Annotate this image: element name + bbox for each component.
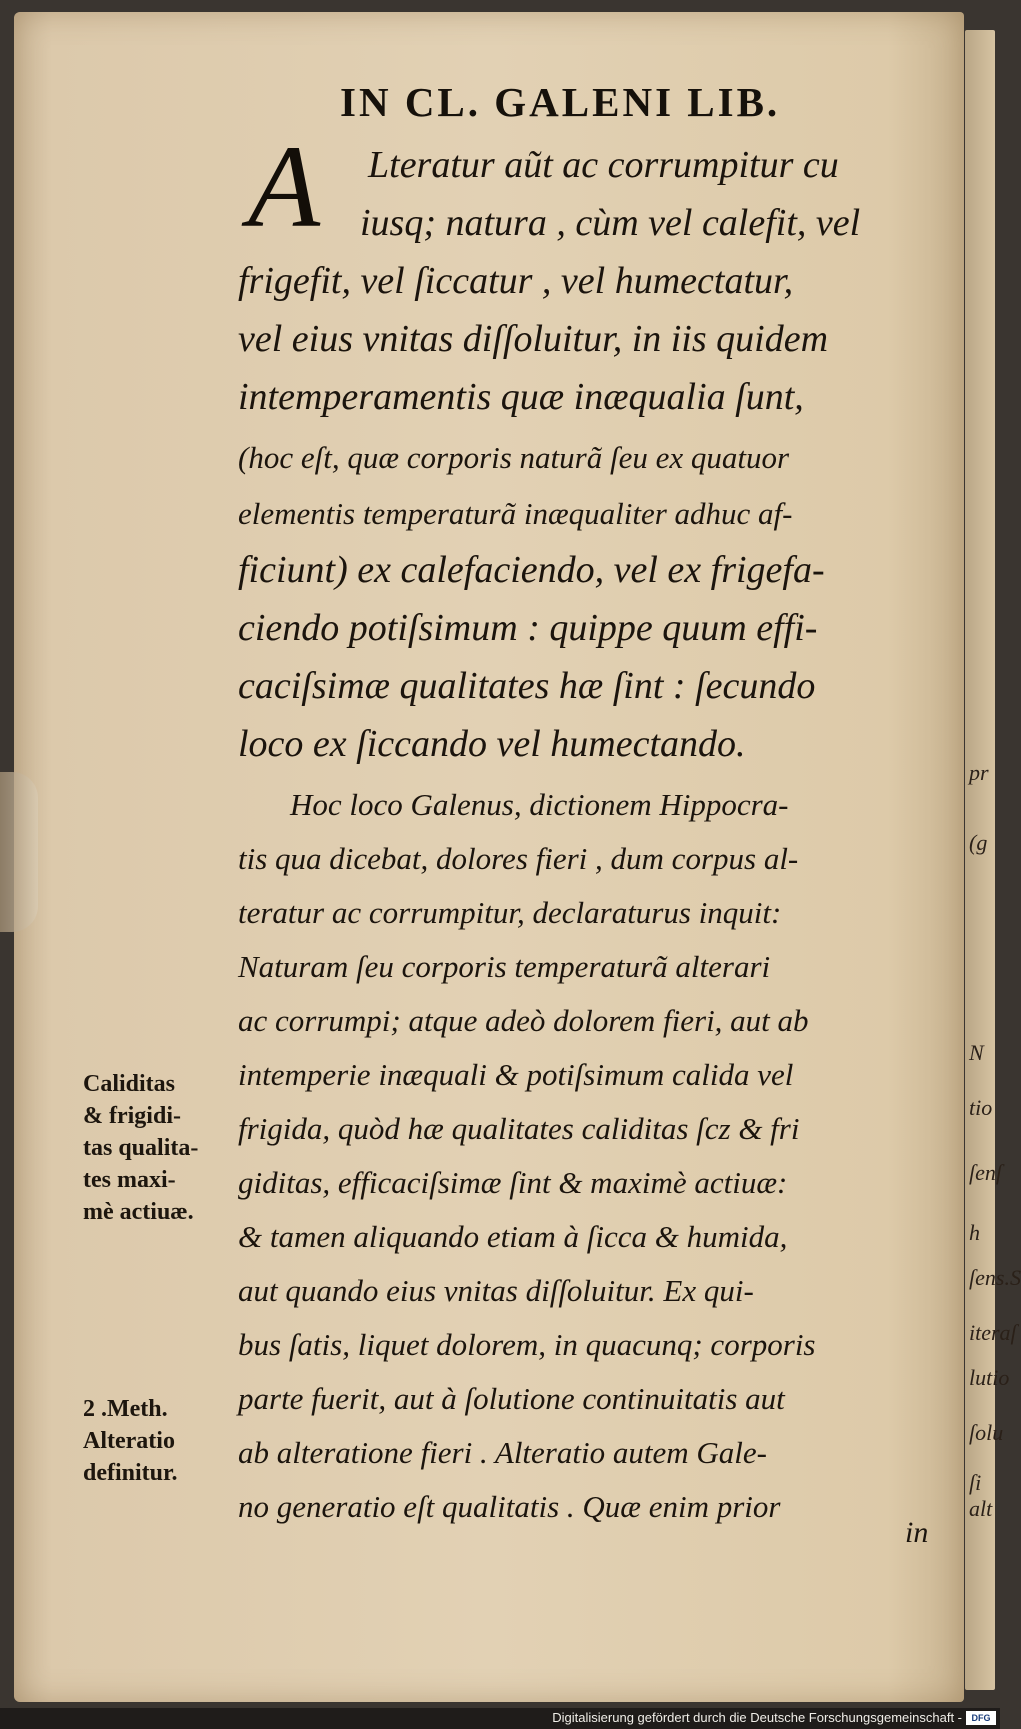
running-head: IN CL. GALENI LIB. [340, 79, 781, 125]
text-line: Hoc loco Galenus, dictionem Hippocra- [290, 787, 789, 822]
margin-note-line: tas qualita- [83, 1135, 199, 1161]
text-line: giditas, efficaciſsimæ ſint & maximè actiuæ: [238, 1165, 788, 1200]
footer-bar [0, 1708, 1000, 1729]
next-page-fragment: ſi alt [969, 1470, 993, 1521]
text-line: ab alteratione fieri . Alteratio autem Gale- [238, 1435, 767, 1470]
catchword: in [905, 1516, 929, 1549]
page-clip-shadow [0, 772, 38, 932]
text-line: tis qua dicebat, dolores fieri , dum corpus al- [238, 841, 799, 876]
margin-note-line: tes maxi- [83, 1167, 176, 1193]
next-page-fragment: pr [969, 760, 989, 785]
text-line: vel eius vnitas diſſoluitur, in iis quidem [238, 318, 829, 360]
margin-note-line: 2 .Meth. [83, 1396, 168, 1422]
next-page-fragment: ſolu [969, 1420, 1004, 1445]
text-line: frigida, quòd hæ qualitates caliditas ſcz & fri [238, 1111, 800, 1146]
text-line: ciendo potiſsimum : quippe quum effi- [238, 607, 818, 649]
text-line: parte fuerit, aut à ſolutione continuitatis aut [238, 1381, 785, 1416]
next-page-fragment: iteraſ [969, 1320, 1017, 1345]
text-line: ficiunt) ex calefaciendo, vel ex frigefa- [238, 549, 825, 591]
text-line: ac corrumpi; atque adeò dolorem fieri, aut ab [238, 1003, 809, 1038]
margin-note-line: & frigidi- [83, 1103, 181, 1129]
margin-note-line: mè actiuæ. [83, 1199, 194, 1225]
text-line: intemperamentis quæ inæqualia ſunt, [238, 376, 804, 418]
next-page-fragment: (g [969, 830, 988, 855]
text-line: Naturam ſeu corporis temperaturã alterari [238, 949, 771, 984]
text-line: teratur ac corrumpitur, declaraturus inquit: [238, 895, 782, 930]
text-line: iusq; natura , cùm vel calefit, vel [360, 202, 861, 244]
next-page-edge [965, 30, 1021, 1690]
dfg-logo: DFG [966, 1711, 996, 1725]
text-line: aut quando eius vnitas diſſoluitur. Ex qui- [238, 1273, 754, 1308]
margin-note-caliditas [83, 1068, 233, 1228]
next-page-fragment: ſenſ [969, 1160, 1002, 1185]
next-page-fragment: tio [969, 1095, 993, 1120]
text-line: bus ſatis, liquet dolorem, in quacunq; corporis [238, 1327, 816, 1362]
margin-note-line: definitur. [83, 1460, 178, 1486]
footer-text: Digitalisierung gefördert durch die Deutsche Forschungsgemeinschaft - [552, 1710, 962, 1725]
text-line: no generatio eſt qualitatis . Quæ enim prior [238, 1489, 781, 1524]
text-line: caciſsimæ qualitates hæ ſint : ſecundo [238, 665, 816, 707]
text-line: Lteratur aũt ac corrumpitur cu [368, 144, 839, 186]
drop-cap: A [248, 121, 321, 252]
text-line: & tamen aliquando etiam à ſicca & humida, [238, 1219, 788, 1254]
next-page-fragment: h [969, 1220, 980, 1245]
next-page-fragment: lutio [969, 1365, 1010, 1390]
text-line: (hoc eſt, quæ corporis naturã ſeu ex quatuor [238, 440, 790, 475]
margin-note-line: Caliditas [83, 1071, 176, 1097]
text-line: loco ex ſiccando vel humectando. [238, 723, 746, 765]
next-page-fragment: N [969, 1040, 984, 1065]
margin-note-line: Alteratio [83, 1428, 175, 1454]
text-line: frigefit, vel ſiccatur , vel humectatur, [238, 260, 794, 302]
text-line: elementis temperaturã inæqualiter adhuc af- [238, 496, 793, 531]
next-page-fragment: ſens.S [969, 1265, 1021, 1290]
margin-note-alteratio [83, 1393, 233, 1489]
text-line: intemperie inæquali & potiſsimum calida vel [238, 1057, 794, 1092]
